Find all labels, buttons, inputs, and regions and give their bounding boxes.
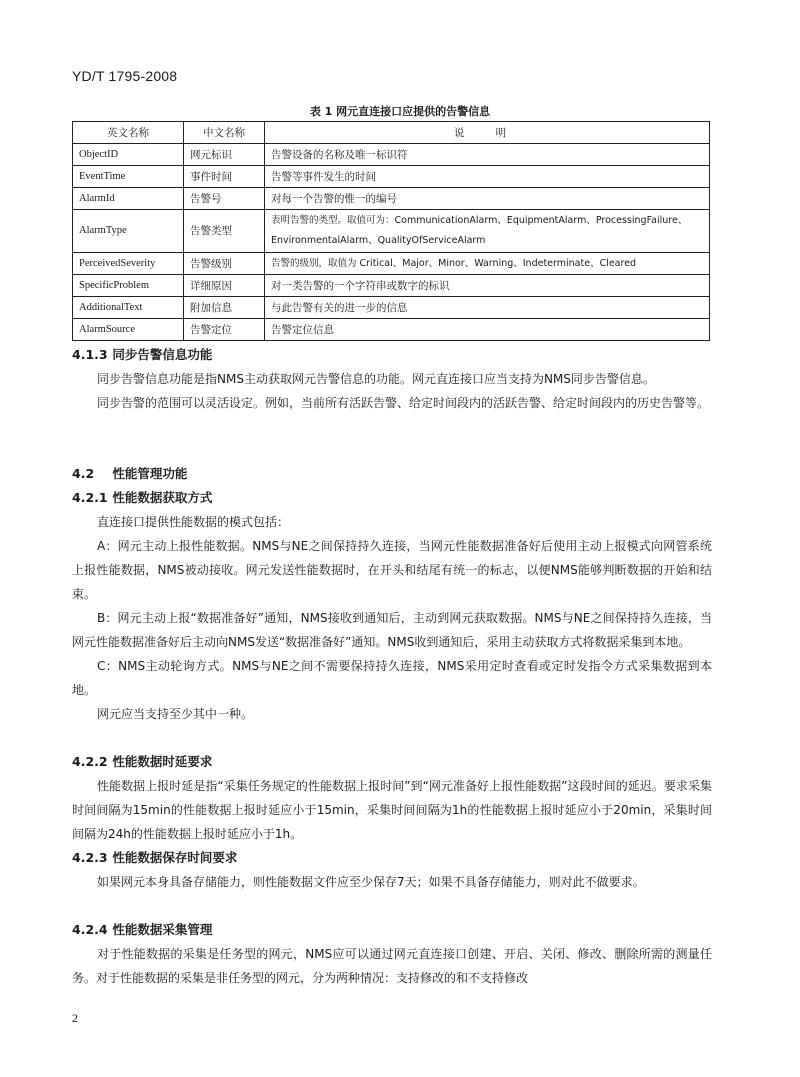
column-header-chinese-name: 中文名称	[184, 122, 265, 144]
paragraph: 性能数据上报时延是指“采集任务规定的性能数据上报时间”到“网元准备好上报性能数据”这段时间的延迟。要求采集时间间隔为15min的性能数据上报时延应小于15min，采集时间间隔为1h的性能数据上报时延应小于20min，采集时间间隔为24h的性能数据上报时延应小于1h。	[72, 779, 712, 841]
table-cell-description: 对一类告警的一个字符串或数字的标识	[265, 275, 710, 297]
table-cell-description: 与此告警有关的进一步的信息	[265, 297, 710, 319]
section-title: 性能管理功能	[112, 466, 188, 481]
table-row	[73, 210, 710, 253]
section-number: 4.2.3	[72, 850, 108, 865]
table-header-row	[73, 122, 710, 144]
alarm-info-table	[72, 121, 710, 341]
table-row	[73, 275, 710, 297]
section-4-1-3	[72, 343, 712, 415]
table-row	[73, 297, 710, 319]
column-header-description: 说 明	[265, 122, 710, 144]
section-title: 性能数据保存时间要求	[112, 850, 238, 865]
table-cell-description: 告警等事件发生的时间	[265, 166, 710, 188]
section-4-2-1	[72, 486, 712, 726]
table-cell-english-name: AlarmSource	[73, 319, 184, 341]
section-4-2-3	[72, 846, 712, 894]
table-cell-chinese-name: 告警级别	[184, 253, 265, 275]
table-cell-english-name: PerceivedSeverity	[73, 253, 184, 275]
table-cell-chinese-name: 事件时间	[184, 166, 265, 188]
section-4-2-4	[72, 918, 712, 990]
table-cell-english-name: AlarmId	[73, 188, 184, 210]
table-row	[73, 319, 710, 341]
table-row	[73, 188, 710, 210]
table-cell-chinese-name: 告警类型	[184, 210, 265, 253]
section-title: 性能数据时延要求	[112, 754, 213, 769]
table-row	[73, 253, 710, 275]
section-number: 4.2.2	[72, 754, 108, 769]
table-cell-description: 告警定位信息	[265, 319, 710, 341]
section-heading	[72, 918, 712, 942]
section-number: 4.2.1	[72, 490, 108, 505]
table-cell-chinese-name: 详细原因	[184, 275, 265, 297]
table-cell-chinese-name: 告警定位	[184, 319, 265, 341]
section-title: 性能数据获取方式	[112, 490, 213, 505]
table-row	[73, 144, 710, 166]
section-4-2-2	[72, 750, 712, 846]
paragraph: 同步告警信息功能是指NMS主动获取网元告警信息的功能。网元直连接口应当支持为NMS同步告警信息。	[97, 372, 655, 386]
table-caption: 表 1 网元直连接口应提供的告警信息	[309, 105, 491, 118]
section-heading	[72, 462, 712, 486]
standard-code-header: YD/T 1795-2008	[72, 68, 178, 84]
paragraph-mode-b: B：网元主动上报“数据准备好”通知，NMS接收到通知后，主动到网元获取数据。NMS与NE之间保持持久连接，当网元性能数据准备好后主动向NMS发送“数据准备好”通知。NMS收到通知后，采用主动获取方式将数据采集到本地。	[72, 611, 712, 649]
paragraph-mode-a: A：网元主动上报性能数据。NMS与NE之间保持持久连接，当网元性能数据准备好后使用主动上报模式向网管系统上报性能数据，NMS被动接收。网元发送性能数据时，在开头和结尾有统一的标志，以便NMS能够判断数据的开始和结束。	[72, 539, 712, 601]
section-number: 4.2.4	[72, 922, 108, 937]
section-heading	[72, 343, 712, 367]
table-cell-chinese-name: 附加信息	[184, 297, 265, 319]
table-cell-english-name: AlarmType	[73, 210, 184, 253]
section-heading	[72, 750, 712, 774]
table-cell-description: 告警设备的名称及唯一标识符	[265, 144, 710, 166]
table-cell-chinese-name: 网元标识	[184, 144, 265, 166]
table-cell-english-name: ObjectID	[73, 144, 184, 166]
table-cell-description: 表明告警的类型。取值可为：CommunicationAlarm、EquipmentAlarm、ProcessingFailure、EnvironmentalAlarm、QualityOfServiceAlarm	[265, 210, 710, 253]
paragraph: 对于性能数据的采集是任务型的网元，NMS应可以通过网元直连接口创建、开启、关闭、修改、删除所需的测量任务。对于性能数据的采集是非任务型的网元，分为两种情况：支持修改的和不支持修改	[72, 947, 712, 985]
table-row	[73, 166, 710, 188]
table-cell-english-name: EventTime	[73, 166, 184, 188]
column-header-english-name: 英文名称	[73, 122, 184, 144]
paragraph: 网元应当支持至少其中一种。	[97, 707, 254, 721]
table-cell-description: 告警的级别，取值为 Critical、Major、Minor、Warning、Indeterminate、Cleared	[265, 253, 710, 275]
table-cell-description: 对每一个告警的惟一的编号	[265, 188, 710, 210]
section-4-2	[72, 462, 712, 486]
table-cell-chinese-name: 告警号	[184, 188, 265, 210]
paragraph-mode-c: C：NMS主动轮询方式。NMS与NE之间不需要保持持久连接，NMS采用定时查看或定时发指令方式采集数据到本地。	[72, 659, 712, 697]
section-number: 4.1.3	[72, 347, 108, 362]
page-number: 2	[72, 1011, 78, 1025]
table-cell-english-name: AdditionalText	[73, 297, 184, 319]
paragraph: 直连接口提供性能数据的模式包括：	[97, 515, 290, 529]
paragraph: 如果网元本身具备存储能力，则性能数据文件应至少保存7天；如果不具备存储能力，则对此不做要求。	[97, 875, 645, 889]
section-heading	[72, 486, 712, 510]
section-heading	[72, 846, 712, 870]
section-number: 4.2	[72, 466, 95, 481]
section-title: 性能数据采集管理	[112, 922, 213, 937]
table-cell-english-name: SpecificProblem	[73, 275, 184, 297]
section-title: 同步告警信息功能	[112, 347, 213, 362]
paragraph: 同步告警的范围可以灵活设定。例如，当前所有活跃告警、给定时间段内的活跃告警、给定时间段内的历史告警等。	[97, 396, 710, 410]
